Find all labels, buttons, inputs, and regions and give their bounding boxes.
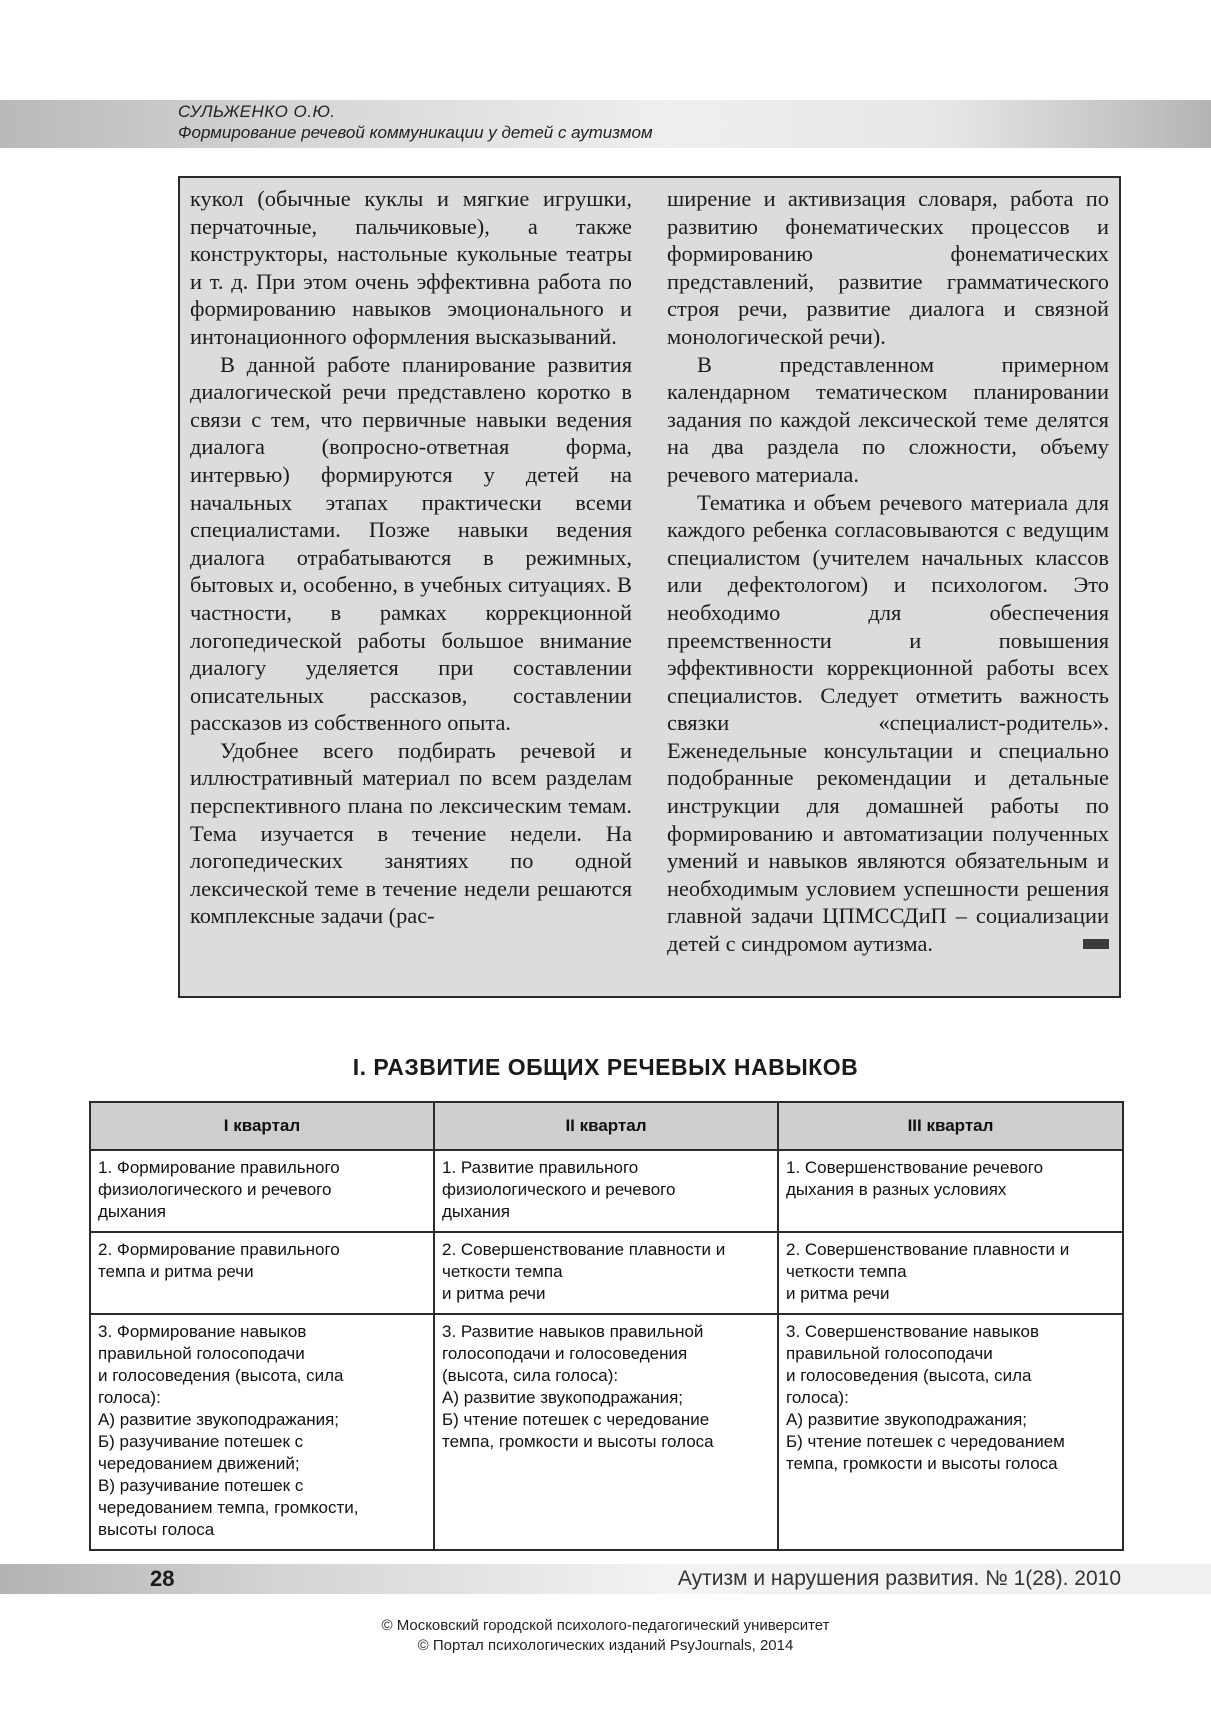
table-cell [778, 1150, 1123, 1232]
table-cell [434, 1314, 778, 1550]
header-quarter-2: II квартал [434, 1102, 778, 1150]
paragraph: Удобнее всего подбирать речевой и иллюстративный материал по всем разделам перспективного плана по лексическим темам. Тема изучается в течение недели. На логопедических занятиях по одной лексической теме в течение недели решаются комплексные задачи (рас- [190, 737, 632, 929]
table-cell [778, 1314, 1123, 1550]
header-quarter-1: I квартал [90, 1102, 434, 1150]
copyright-line: © Портал психологических изданий PsyJournals, 2014 [417, 1637, 794, 1654]
table-cell [90, 1232, 434, 1314]
section-title: I. РАЗВИТИЕ ОБЩИХ РЕЧЕВЫХ НАВЫКОВ [352, 1054, 859, 1080]
cell-text: 1. Формирование правильного физиологического и речевого дыхания [98, 1158, 340, 1221]
page-number: 28 [150, 1566, 175, 1591]
cell-text: 3. Развитие навыков правильной голосоподачи и голосоведения (высота, сила голоса): А) развитие звукоподражания; Б) чтение потешек с чередование темпа, громкости и высоты голоса [442, 1322, 714, 1451]
table-row [90, 1232, 1123, 1314]
planning-table [89, 1101, 1124, 1551]
table-cell [90, 1314, 434, 1550]
table-cell [434, 1150, 778, 1232]
cell-text: 2. Совершенствование плавности и четкости темпа и ритма речи [442, 1240, 726, 1303]
cell-text: 2. Совершенствование плавности и четкости темпа и ритма речи [786, 1240, 1070, 1303]
article-left-column [190, 185, 632, 930]
paragraph: ширение и активизация словаря, работа по развитию фонематических процессов и формированию фонематических представлений, развитие грамматического строя речи, развитие диалога и связной монологической речи). [667, 186, 1109, 349]
cell-text: 1. Развитие правильного физиологического и речевого дыхания [442, 1158, 676, 1221]
table-row [90, 1150, 1123, 1232]
copyright-line: © Московский городской психолого-педагогический университет [381, 1617, 830, 1634]
running-head-author: СУЛЬЖЕНКО О.Ю. [178, 102, 336, 121]
paragraph-text: Тематика и объем речевого материала для каждого ребенка согласовываются с ведущим специалистом (учителем начальных классов или дефектологом) и психологом. Это необходимо для обеспечения преемственности и повышения эффективности коррекционной работы всех специалистов. Следует отметить важность связки «специалист-родитель». Еженедельные консультации и специально подобранные рекомендации и детальные инструкции для домашней работы по формированию и автоматизации полученных умений и навыков являются обязательным и необходимым условием успешности решения главной задачи ЦПМССДиП – социализации детей с синдромом аутизма. [667, 489, 1109, 957]
running-head-title: Формирование речевой коммуникации у детей с аутизмом [178, 123, 653, 142]
cell-text: 3. Совершенствование навыков правильной голосоподачи и голосоведения (высота, сила голоса): А) развитие звукоподражания; Б) чтение потешек с чередованием темпа, громкости и высоты голоса [786, 1322, 1065, 1473]
table-row [90, 1314, 1123, 1550]
table-cell [434, 1232, 778, 1314]
table-header-row [90, 1102, 1123, 1150]
paragraph: В представленном примерном календарном тематическом планировании задания по каждой лексической теме делятся на два раздела по сложности, объему речевого материала. [667, 351, 1109, 487]
table-cell [778, 1232, 1123, 1314]
cell-text: 1. Совершенствование речевого дыхания в разных условиях [786, 1158, 1044, 1199]
article-right-column [667, 185, 1109, 958]
paragraph: В данной работе планирование развития диалогической речи представлено коротко в связи с тем, что первичные навыки ведения диалога (вопросно-ответная форма, интервью) формируются у детей на начальных этапах практически всеми специалистами. Позже навыки ведения диалога отрабатываются в режимных, бытовых и, особенно, в учебных ситуациях. В частности, в рамках коррекционной логопедической работы большое внимание диалогу уделяется при составлении описательных рассказов, составлении рассказов из собственного опыта. [190, 351, 632, 736]
header-quarter-3: III квартал [778, 1102, 1123, 1150]
journal-name: Аутизм и нарушения развития. № 1(28). 2010 [677, 1567, 1121, 1590]
table-cell [90, 1150, 434, 1232]
end-of-article-mark [1083, 939, 1109, 949]
cell-text: 3. Формирование навыков правильной голосоподачи и голосоведения (высота, сила голоса): А) развитие звукоподражания; Б) разучивание потешек с чередованием движений; В) разучивание потешек с чередованием темпа, громкости, высоты голоса [98, 1322, 359, 1539]
paragraph: кукол (обычные куклы и мягкие игрушки, перчаточные, пальчиковые), а также конструкторы, настольные кукольные театры и т. д. При этом очень эффективна работа по формированию навыков эмоционального и интонационного оформления высказываний. [190, 186, 632, 349]
paragraph [667, 489, 1109, 958]
cell-text: 2. Формирование правильного темпа и ритма речи [98, 1240, 340, 1281]
